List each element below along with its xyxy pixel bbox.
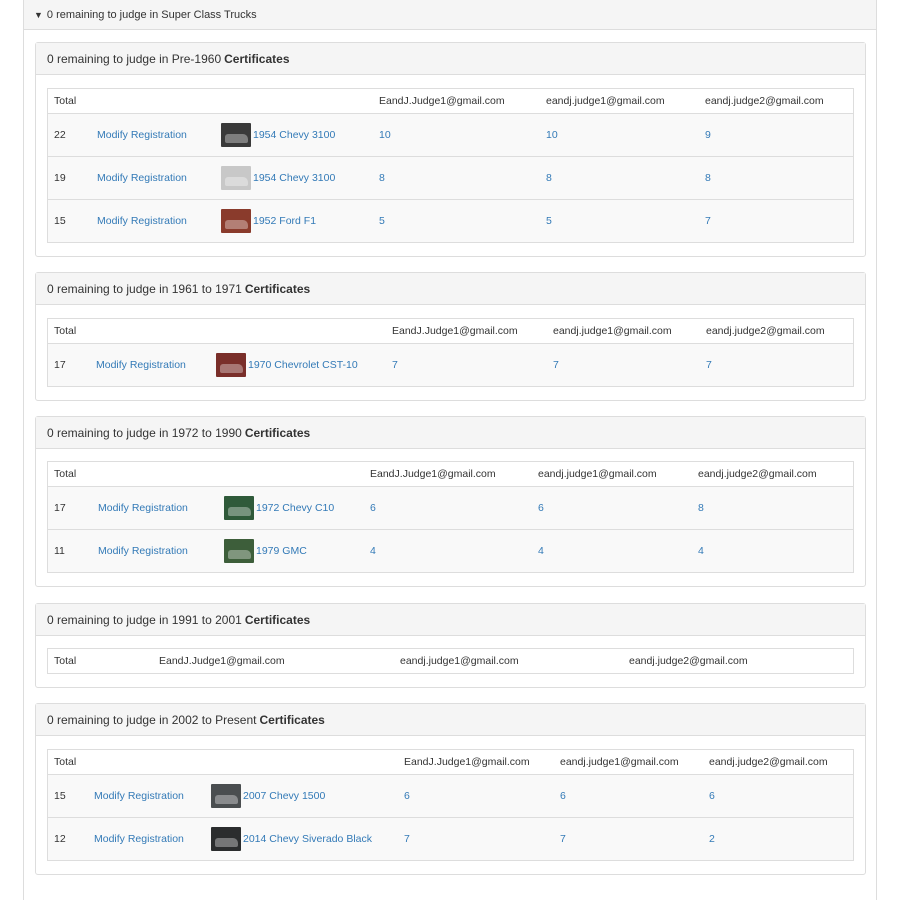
score-judge-b[interactable]: 6 [538,502,544,514]
panel-2002-present [35,703,866,875]
score-judge-a[interactable]: 7 [392,359,398,371]
results-table [47,318,854,387]
vehicle-cell [215,166,373,190]
vehicle-link[interactable]: 1972 Chevy C10 [256,502,335,514]
modify-registration-link[interactable]: Modify Registration [96,359,186,371]
header-judge-b: eandj.judge1@gmail.com [553,325,672,337]
table-row [48,199,853,242]
header-total: Total [54,655,77,667]
results-table [47,648,854,674]
score-judge-c[interactable]: 7 [705,215,711,227]
header-judge-c: eandj.judge2@gmail.com [705,95,824,107]
table-row [48,817,853,860]
vehicle-thumbnail[interactable] [224,496,254,520]
panel-heading-bold: Certificates [244,612,311,627]
total-cell: 22 [54,129,66,141]
modify-registration-link[interactable]: Modify Registration [97,172,187,184]
score-judge-b[interactable]: 10 [546,129,558,141]
header-judge-a: EandJ.Judge1@gmail.com [370,468,496,480]
score-judge-c[interactable]: 7 [706,359,712,371]
vehicle-link[interactable]: 2014 Chevy Siverado Black [243,833,372,845]
panel-heading-bold: Certificates [224,51,290,66]
header-judge-a: EandJ.Judge1@gmail.com [159,655,285,667]
vehicle-cell [215,209,373,233]
panel-heading-text: 0 remaining to judge in 1972 to 1990 [47,425,242,440]
section-title: 0 remaining to judge in Super Class Trucks [46,8,257,21]
panel-heading [36,704,865,736]
panel-heading-text: 0 remaining to judge in 1991 to 2001 [47,612,242,627]
score-judge-a[interactable]: 6 [404,790,410,802]
table-row [48,113,853,156]
vehicle-thumbnail[interactable] [221,209,251,233]
header-judge-c: eandj.judge2@gmail.com [706,325,825,337]
header-judge-c: eandj.judge2@gmail.com [698,468,817,480]
vehicle-thumbnail[interactable] [216,353,246,377]
results-table [47,461,854,573]
panel-1972-1990 [35,416,866,587]
panel-heading-text: 0 remaining to judge in 2002 to Present [47,712,257,727]
vehicle-thumbnail[interactable] [221,123,251,147]
score-judge-c[interactable]: 9 [705,129,711,141]
results-table [47,88,854,243]
vehicle-thumbnail[interactable] [221,166,251,190]
panel-heading [36,273,865,305]
total-cell: 11 [54,545,65,557]
header-total: Total [54,468,77,480]
score-judge-b[interactable]: 6 [560,790,566,802]
score-judge-c[interactable]: 6 [709,790,715,802]
score-judge-a[interactable]: 4 [370,545,376,557]
vehicle-cell [210,353,386,377]
header-judge-c: eandj.judge2@gmail.com [629,655,748,667]
score-judge-c[interactable]: 2 [709,833,715,845]
table-row [48,529,853,572]
score-judge-a[interactable]: 8 [379,172,385,184]
score-judge-b[interactable]: 4 [538,545,544,557]
vehicle-cell [215,123,373,147]
table-header [48,649,853,673]
panel-1991-2001 [35,603,866,688]
panel-1961-1971 [35,272,866,401]
total-cell: 12 [54,833,66,845]
score-judge-a[interactable]: 10 [379,129,391,141]
modify-registration-link[interactable]: Modify Registration [97,215,187,227]
header-judge-c: eandj.judge2@gmail.com [709,756,828,768]
table-row [48,343,853,386]
panel-heading-bold: Certificates [244,425,311,440]
total-cell: 15 [54,215,66,227]
vehicle-link[interactable]: 1952 Ford F1 [253,215,317,227]
header-judge-b: eandj.judge1@gmail.com [560,756,679,768]
table-header [48,750,853,774]
modify-registration-link[interactable]: Modify Registration [98,545,188,557]
header-total: Total [54,325,77,337]
header-judge-a: EandJ.Judge1@gmail.com [404,756,530,768]
modify-registration-link[interactable]: Modify Registration [97,129,187,141]
panel-heading-text: 0 remaining to judge in Pre-1960 [47,51,222,66]
results-table [47,749,854,861]
panel-pre-1960 [35,42,866,257]
vehicle-thumbnail[interactable] [224,539,254,563]
score-judge-a[interactable]: 7 [404,833,410,845]
vehicle-cell [218,539,364,563]
panel-heading-bold: Certificates [259,712,325,727]
vehicle-link[interactable]: 1954 Chevy 3100 [253,129,336,141]
header-total: Total [54,95,77,107]
table-header [48,89,853,113]
table-header [48,319,853,343]
table-row [48,486,853,529]
table-row [48,156,853,199]
vehicle-link[interactable]: 1954 Chevy 3100 [253,172,336,184]
panel-heading [36,604,865,636]
header-total: Total [54,756,77,768]
table-header [48,462,853,486]
panel-heading [36,43,865,75]
score-judge-b[interactable]: 7 [560,833,566,845]
vehicle-cell [218,496,364,520]
panel-heading-text: 0 remaining to judge in 1961 to 1971 [47,281,242,296]
score-judge-c[interactable]: 8 [705,172,711,184]
total-cell: 17 [54,502,66,514]
header-judge-a: EandJ.Judge1@gmail.com [392,325,518,337]
score-judge-c[interactable]: 8 [698,502,704,514]
panel-heading [36,417,865,449]
vehicle-cell [205,827,398,851]
section-toggle[interactable] [24,0,876,30]
total-cell: 19 [54,172,66,184]
header-judge-b: eandj.judge1@gmail.com [546,95,665,107]
score-judge-b[interactable]: 7 [553,359,559,371]
modify-registration-link[interactable]: Modify Registration [94,833,184,845]
total-cell: 15 [54,790,66,802]
triangle-down-icon: ▼ [34,9,43,20]
table-row [48,774,853,817]
panel-heading-bold: Certificates [244,281,311,296]
total-cell: 17 [54,359,66,371]
header-judge-b: eandj.judge1@gmail.com [400,655,519,667]
vehicle-cell [205,784,398,808]
vehicle-thumbnail[interactable] [211,784,241,808]
score-judge-b[interactable]: 5 [546,215,552,227]
score-judge-a[interactable]: 6 [370,502,376,514]
vehicle-link[interactable]: 2007 Chevy 1500 [243,790,326,802]
score-judge-c[interactable]: 4 [698,545,704,557]
score-judge-b[interactable]: 8 [546,172,552,184]
score-judge-a[interactable]: 5 [379,215,385,227]
header-judge-a: EandJ.Judge1@gmail.com [379,95,505,107]
vehicle-link[interactable]: 1979 GMC [256,545,307,557]
header-judge-b: eandj.judge1@gmail.com [538,468,657,480]
vehicle-thumbnail[interactable] [211,827,241,851]
vehicle-link[interactable]: 1970 Chevrolet CST-10 [248,359,358,371]
modify-registration-link[interactable]: Modify Registration [98,502,188,514]
super-class-trucks-section [23,0,877,900]
modify-registration-link[interactable]: Modify Registration [94,790,184,802]
